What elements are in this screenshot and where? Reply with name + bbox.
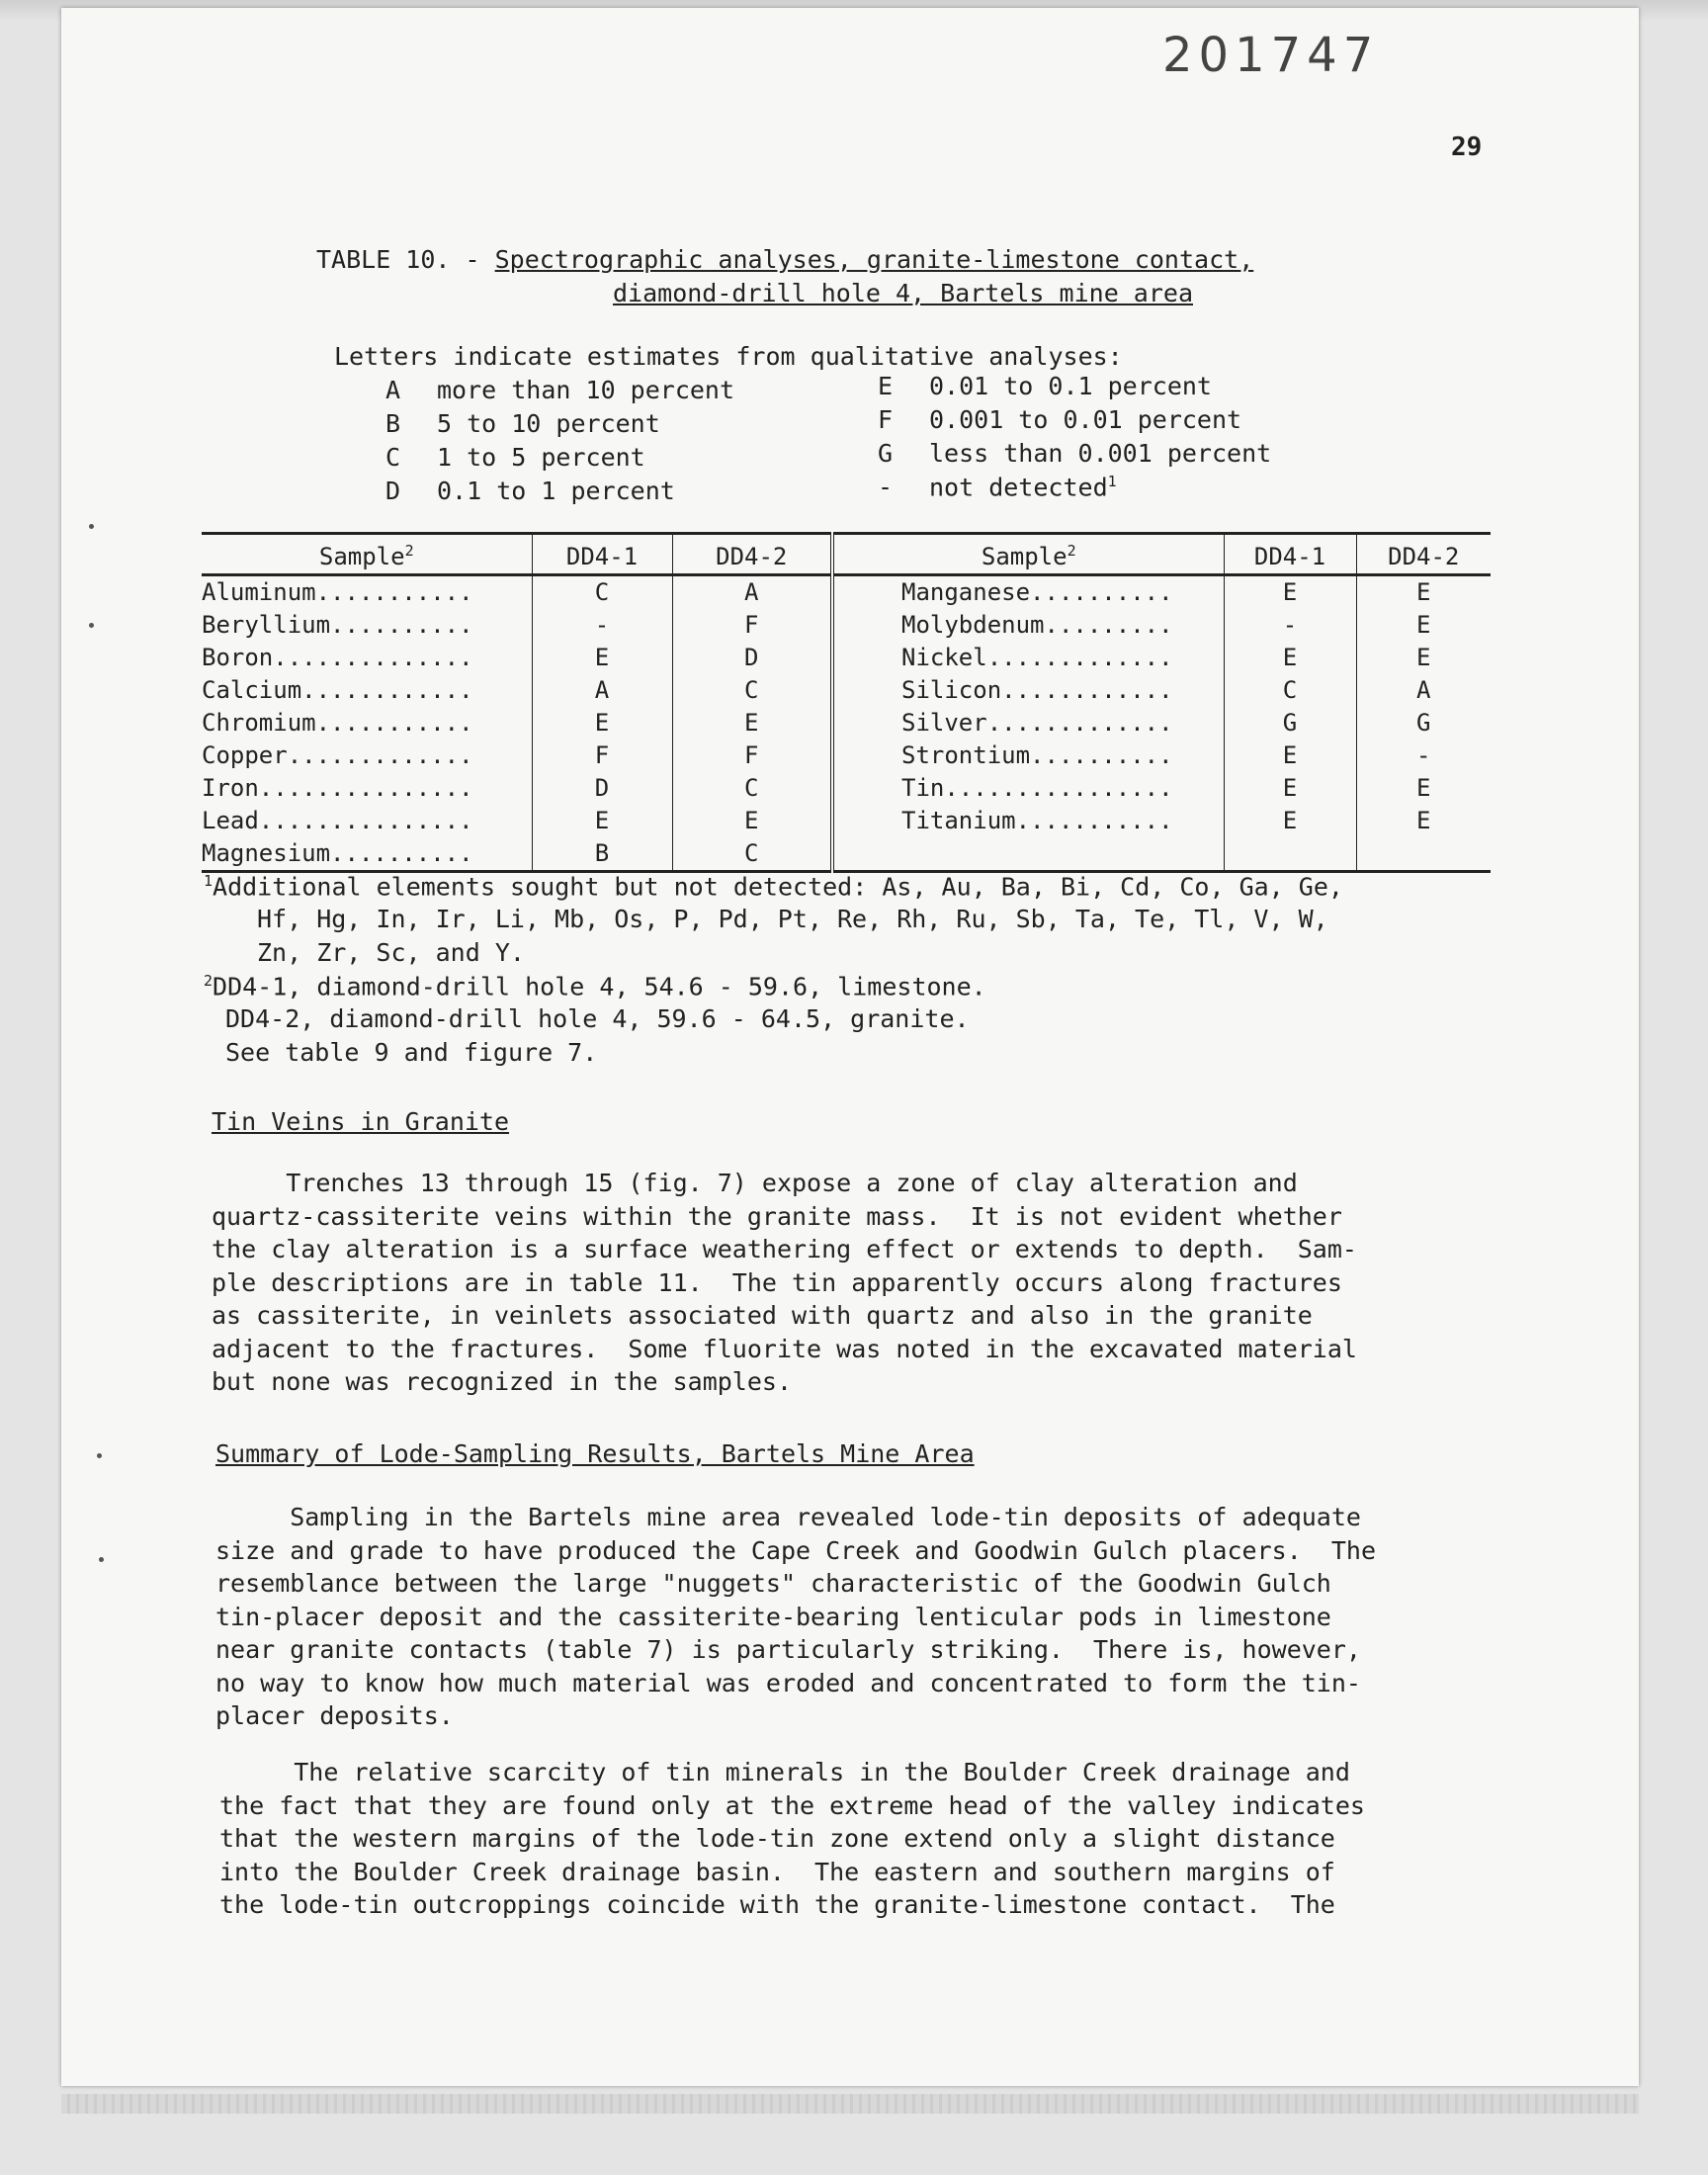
sample-name: Manganese.......... [832, 575, 1224, 610]
dd4-2-value: E [1416, 807, 1431, 834]
key-meaning: 0.1 to 1 percent [437, 477, 675, 505]
column-header-sample: Sample$^2$ [202, 534, 532, 575]
binder-hole-mark [99, 1557, 104, 1562]
key-meaning: not detected [929, 473, 1108, 502]
footnote-line: Additional elements sought but not detected: As, Au, Ba, Bi, Cd, Co, Ga, Ge, [213, 872, 1343, 902]
table-row [202, 642, 1491, 674]
footnote-mark: 1 [204, 872, 214, 890]
key-item [385, 477, 675, 505]
dd4-1-value: E [1224, 772, 1356, 805]
sample-name: Tin................ [832, 772, 1224, 805]
key-meaning: 0.01 to 0.1 percent [929, 372, 1212, 400]
sample-name: Calcium............ [202, 674, 532, 707]
dd4-1-value: F [532, 740, 672, 772]
archive-stamp: 201747 [1162, 28, 1380, 83]
section-heading: Tin Veins in Granite [212, 1107, 510, 1136]
column-header-dd4-2: DD4-2 [1356, 534, 1491, 575]
sample-name: Lead............... [202, 805, 532, 837]
footnote-2 [204, 972, 986, 1000]
key-meaning: 1 to 5 percent [437, 443, 645, 472]
key-letter: - [878, 473, 894, 502]
body-paragraph: Trenches 13 through 15 (fig. 7) expose a zone of clay alteration and quartz-cassiterite veins within the granite mass. It is not evident whether the clay alteration is a surface weathering effect or extends to depth. Sam- ple descriptions are in table 11. The tin apparently occurs along fractures as cassiterite, in veinlets associated with quartz and also in the granite adjacent to the fractures. Some fluorite was noted in the excavated material but none was recognized in the samples. [212, 1169, 1357, 1396]
dd4-1-value: E [532, 805, 672, 837]
key-meaning: 0.001 to 0.01 percent [929, 405, 1242, 434]
page-number: 29 [1451, 132, 1483, 162]
dd4-1-value: E [1224, 740, 1356, 772]
dd4-2-value: F [672, 609, 832, 642]
table-row [202, 740, 1491, 772]
dd4-1-value: - [532, 609, 672, 642]
body-paragraph: The relative scarcity of tin minerals in the Boulder Creek drainage and the fact that they are found only at the extreme head of the valley indicates that the western margins of the lode-tin zone extend only a slight distance into the Boulder Creek drainage basin. The eastern and southern margins of the lode-tin outcroppings coincide with the granite-limestone contact. The [219, 1758, 1365, 1919]
dd4-2-value: C [672, 674, 832, 707]
footnote-1 [204, 872, 1343, 901]
sample-name: Strontium.......... [832, 740, 1224, 772]
table-caption-prefix: TABLE 10. - [316, 245, 495, 274]
key-meaning: 5 to 10 percent [437, 409, 660, 438]
key-intro: Letters indicate estimates from qualitative analyses: [334, 342, 1123, 371]
dd4-2-value: C [672, 837, 832, 872]
footnote-line: Zn, Zr, Sc, and Y. [257, 938, 525, 967]
sample-name: Magnesium.......... [202, 837, 532, 872]
dd4-2-value: G [1416, 709, 1431, 737]
column-header-dd4-2: DD4-2 [672, 534, 832, 575]
dd4-1-value: B [532, 837, 672, 872]
column-header-dd4-1: DD4-1 [1224, 534, 1356, 575]
key-item [385, 443, 645, 472]
sample-name: Chromium........... [202, 707, 532, 740]
dd4-1-value: E [532, 707, 672, 740]
dd4-1-value: A [532, 674, 672, 707]
dd4-2-value: E [1416, 611, 1431, 639]
sample-name: Molybdenum......... [832, 609, 1224, 642]
footnote-line: DD4-1, diamond-drill hole 4, 54.6 - 59.6, limestone. [213, 972, 986, 1001]
sample-name: Nickel............. [832, 642, 1224, 674]
footnote-line: DD4-2, diamond-drill hole 4, 59.6 - 64.5, granite. [225, 1004, 970, 1033]
dd4-1-value: C [532, 575, 672, 610]
key-letter: G [878, 439, 894, 468]
binder-hole-mark [97, 1453, 102, 1458]
binder-hole-mark [89, 524, 94, 529]
key-item [878, 439, 1271, 468]
table-row [202, 674, 1491, 707]
key-meaning: less than 0.001 percent [929, 439, 1272, 468]
table-row [202, 805, 1491, 837]
table-row [202, 575, 1491, 610]
dd4-2-value: E [1416, 774, 1431, 802]
key-item [878, 405, 1241, 434]
key-letter: A [385, 376, 401, 404]
dd4-1-value: E [532, 642, 672, 674]
table-caption-line1: Spectrographic analyses, granite-limestone contact, [494, 245, 1254, 274]
dd4-2-value: A [672, 575, 832, 610]
footnote-line: See table 9 and figure 7. [225, 1038, 598, 1067]
dd4-2-value [1356, 837, 1491, 872]
sample-name [832, 837, 1224, 872]
footnote-ref: 1 [1107, 473, 1117, 490]
body-paragraph: Sampling in the Bartels mine area revealed lode-tin deposits of adequate size and grade to have produced the Cape Creek and Goodwin Gulch placers. The resemblance between the large "nuggets" characteristic of the Goodwin Gulch tin-placer deposit and the cassiterite-bearing lenticular pods in limestone near granite contacts (table 7) is particularly striking. There is, however, no way to know how much material was eroded and concentrated to form the tin- placer deposits. [215, 1503, 1376, 1730]
dd4-1-value [1224, 837, 1356, 872]
key-item [878, 473, 1117, 501]
sample-name: Boron.............. [202, 642, 532, 674]
table-caption-line2: diamond-drill hole 4, Bartels mine area [613, 279, 1193, 307]
key-letter: B [385, 409, 401, 438]
key-letter: E [878, 372, 894, 400]
dd4-2-value: E [1416, 578, 1431, 606]
footnote-line: Hf, Hg, In, Ir, Li, Mb, Os, P, Pd, Pt, Re, Rh, Ru, Sb, Ta, Te, Tl, V, W, [257, 905, 1328, 933]
column-header-sample: Sample$^2$ [832, 534, 1224, 575]
sample-name: Aluminum........... [202, 575, 532, 610]
key-meaning: more than 10 percent [437, 376, 735, 404]
section-heading: Summary of Lode-Sampling Results, Bartels Mine Area [215, 1439, 975, 1468]
key-letter: D [385, 477, 401, 505]
sample-name: Iron............... [202, 772, 532, 805]
dd4-2-value: F [672, 740, 832, 772]
dd4-2-value: E [672, 707, 832, 740]
binder-hole-mark [89, 623, 94, 628]
spectrographic-table [202, 532, 1491, 873]
dd4-1-value: C [1224, 674, 1356, 707]
dd4-2-value: D [672, 642, 832, 674]
dd4-1-value: E [1224, 642, 1356, 674]
dd4-2-value: E [1416, 644, 1431, 671]
dd4-1-value: G [1224, 707, 1356, 740]
scan-bottom-strip [61, 2094, 1639, 2114]
key-letter: C [385, 443, 401, 472]
dd4-1-value: - [1224, 609, 1356, 642]
table-header-row [202, 534, 1491, 575]
dd4-2-value: - [1416, 741, 1431, 769]
sample-name: Copper............. [202, 740, 532, 772]
table-row [202, 837, 1491, 872]
dd4-1-value: E [1224, 575, 1356, 610]
table-row [202, 707, 1491, 740]
dd4-2-value: C [672, 772, 832, 805]
table-row [202, 772, 1491, 805]
sample-name: Beryllium.......... [202, 609, 532, 642]
dd4-2-value: E [672, 805, 832, 837]
key-item [385, 409, 660, 438]
key-item [385, 376, 734, 404]
sample-name: Silver............. [832, 707, 1224, 740]
key-letter: F [878, 405, 894, 434]
table-row [202, 609, 1491, 642]
key-item [878, 372, 1212, 400]
sample-name: Titanium........... [832, 805, 1224, 837]
dd4-2-value: A [1416, 676, 1431, 704]
dd4-1-value: E [1224, 805, 1356, 837]
footnote-mark: 2 [204, 972, 214, 990]
table-caption [316, 243, 1253, 310]
column-header-dd4-1: DD4-1 [532, 534, 672, 575]
dd4-1-value: D [532, 772, 672, 805]
sample-name: Silicon............ [832, 674, 1224, 707]
